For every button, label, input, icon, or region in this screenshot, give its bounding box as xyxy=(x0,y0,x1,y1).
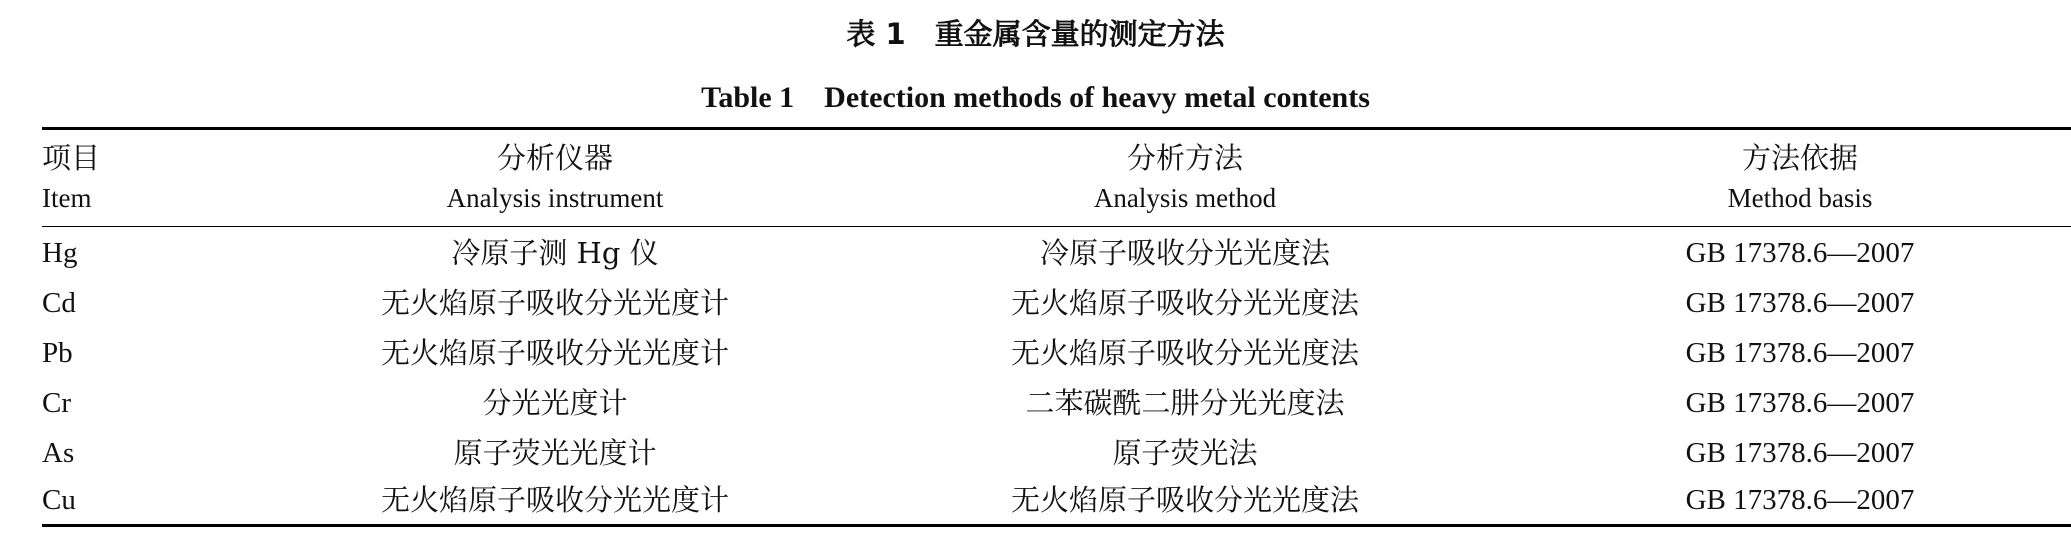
cell-basis: GB 17378.6—2007 xyxy=(1685,387,1915,419)
cell-item: Cd xyxy=(42,287,76,319)
header-method xyxy=(980,138,1390,218)
cell-method: 原子荧光法 xyxy=(1112,436,1258,470)
cell-item: Cr xyxy=(42,387,71,419)
table-row xyxy=(0,378,2071,428)
header-item-cn: 项目 xyxy=(42,141,101,175)
cell-basis: GB 17378.6—2007 xyxy=(1685,484,1915,516)
table-row xyxy=(0,278,2071,328)
header-instrument xyxy=(355,138,755,218)
cell-instrument: 分光光度计 xyxy=(482,386,628,420)
cell-instrument: 原子荧光光度计 xyxy=(453,436,657,470)
header-method-en: Analysis method xyxy=(1093,183,1277,213)
cell-method: 无火焰原子吸收分光光度法 xyxy=(1010,286,1359,320)
table-row xyxy=(0,328,2071,378)
table-row xyxy=(0,428,2071,478)
header-instrument-en: Analysis instrument xyxy=(446,183,664,213)
header-method-cn: 分析方法 xyxy=(1126,141,1243,175)
header-item xyxy=(42,138,100,218)
table-top-rule xyxy=(42,127,2071,130)
cell-basis: GB 17378.6—2007 xyxy=(1685,437,1915,469)
cell-method: 冷原子吸收分光光度法 xyxy=(1039,236,1330,270)
header-divider-rule xyxy=(42,226,2071,227)
cell-basis: GB 17378.6—2007 xyxy=(1685,337,1915,369)
table-title-chinese: 表 1 重金属含量的测定方法 xyxy=(846,17,1225,51)
table-row xyxy=(0,228,2071,278)
cell-instrument: 冷原子测 Hg 仪 xyxy=(451,236,659,270)
cell-method: 无火焰原子吸收分光光度法 xyxy=(1010,483,1359,517)
header-basis-cn: 方法依据 xyxy=(1741,141,1858,175)
table-row xyxy=(0,475,2071,525)
cell-basis: GB 17378.6—2007 xyxy=(1685,287,1915,319)
cell-basis: GB 17378.6—2007 xyxy=(1685,237,1915,269)
cell-item: As xyxy=(42,437,75,469)
cell-method: 二苯碳酰二肼分光光度法 xyxy=(1025,386,1345,420)
table-bottom-rule xyxy=(42,524,2071,527)
cell-item: Hg xyxy=(42,237,78,269)
table-title-english: Table 1 Detection methods of heavy metal contents xyxy=(701,81,1370,114)
header-basis-en: Method basis xyxy=(1727,183,1873,213)
header-basis xyxy=(1660,138,1940,218)
header-instrument-cn: 分析仪器 xyxy=(496,141,613,175)
cell-item: Cu xyxy=(42,484,76,516)
header-item-en: Item xyxy=(42,183,92,213)
cell-item: Pb xyxy=(42,337,73,369)
cell-instrument: 无火焰原子吸收分光光度计 xyxy=(380,286,729,320)
cell-instrument: 无火焰原子吸收分光光度计 xyxy=(380,336,729,370)
cell-method: 无火焰原子吸收分光光度法 xyxy=(1010,336,1359,370)
cell-instrument: 无火焰原子吸收分光光度计 xyxy=(380,483,729,517)
